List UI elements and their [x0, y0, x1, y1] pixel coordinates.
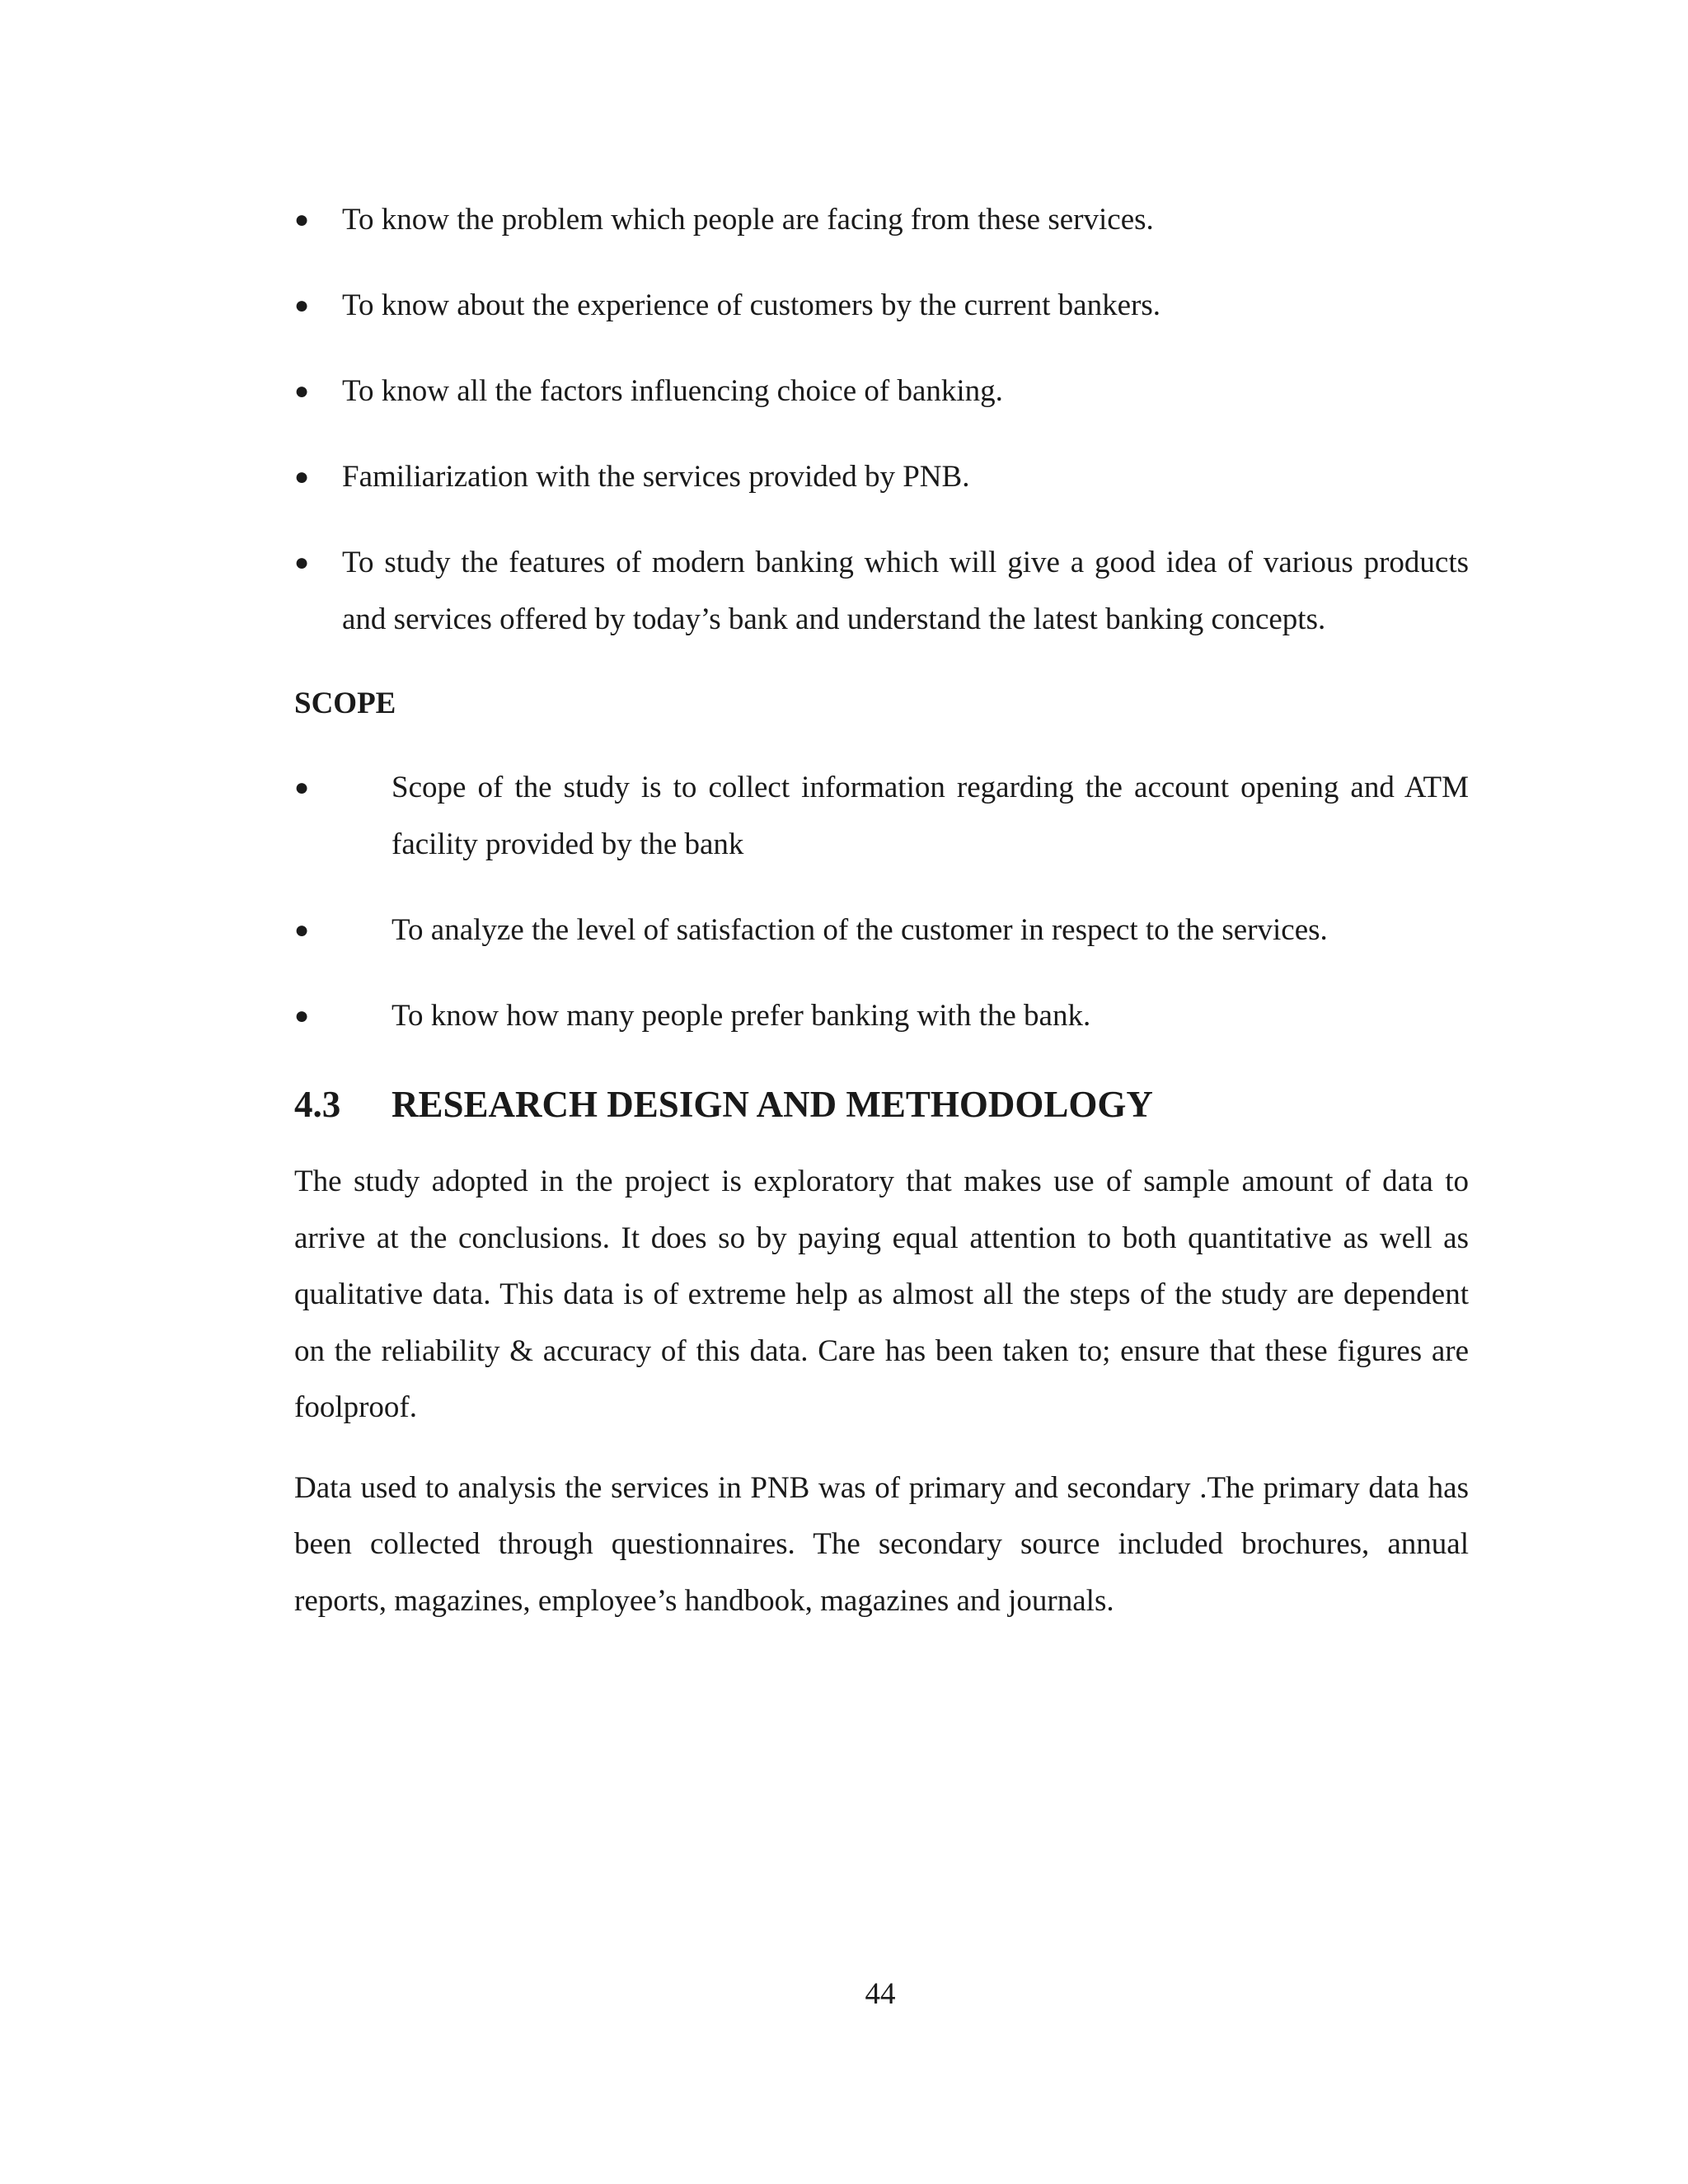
page-content	[294, 191, 1469, 1653]
list-item	[294, 363, 1469, 419]
list-item-text: To analyze the level of satisfaction of the customer in respect to the services.	[392, 913, 1328, 947]
list-item-text: Scope of the study is to collect information regarding the account opening and ATM facility provided by the bank	[392, 771, 1469, 861]
objectives-list	[294, 191, 1469, 648]
bullet-icon: ●	[294, 377, 310, 405]
list-item-text: Familiarization with the services provided by PNB.	[342, 460, 970, 494]
page-number: 44	[865, 1977, 896, 2011]
list-item-text: To know the problem which people are facing from these services.	[342, 203, 1154, 237]
bullet-icon: ●	[294, 292, 310, 319]
section-title: RESEARCH DESIGN AND METHODOLOGY	[392, 1084, 1153, 1125]
bullet-icon: ●	[294, 549, 310, 576]
list-item	[294, 902, 1469, 958]
scope-list	[294, 759, 1469, 1044]
list-item-text: To study the features of modern banking which will give a good idea of various products and services offered by today’s bank and understand the latest banking concepts.	[342, 546, 1469, 636]
list-item	[294, 277, 1469, 334]
scope-heading: SCOPE	[294, 687, 396, 720]
bullet-icon: ●	[294, 463, 310, 490]
section-heading	[294, 1073, 1469, 1136]
paragraph: Data used to analysis the services in PNB was of primary and secondary .The primary data has been collected through questionnaires. The secondary source included brochures, annual reports, magazines, employee’s handbook, magazines and journals.	[294, 1470, 1469, 1618]
list-item-text: To know all the factors influencing choice of banking.	[342, 374, 1003, 408]
list-item-text: To know about the experience of customers by the current bankers.	[342, 288, 1160, 322]
list-item	[294, 448, 1469, 505]
list-item	[294, 759, 1469, 873]
bullet-icon: ●	[294, 1002, 310, 1029]
section-number: 4.3	[294, 1084, 341, 1125]
list-item-text: To know how many people prefer banking with the bank.	[392, 999, 1091, 1033]
paragraph: The study adopted in the project is exploratory that makes use of sample amount of data to arrive at the conclusions. It does so by paying equal attention to both quantitative as well as qualitative data. This data is of extreme help as almost all the steps of the study are dependent on the reliability & accuracy of this data. Care has been taken to; ensure that these figures are foolproof.	[294, 1165, 1469, 1424]
list-item	[294, 534, 1469, 648]
bullet-icon: ●	[294, 916, 310, 944]
bullet-icon: ●	[294, 774, 310, 801]
bullet-icon: ●	[294, 206, 310, 233]
list-item	[294, 191, 1469, 248]
list-item	[294, 987, 1469, 1044]
